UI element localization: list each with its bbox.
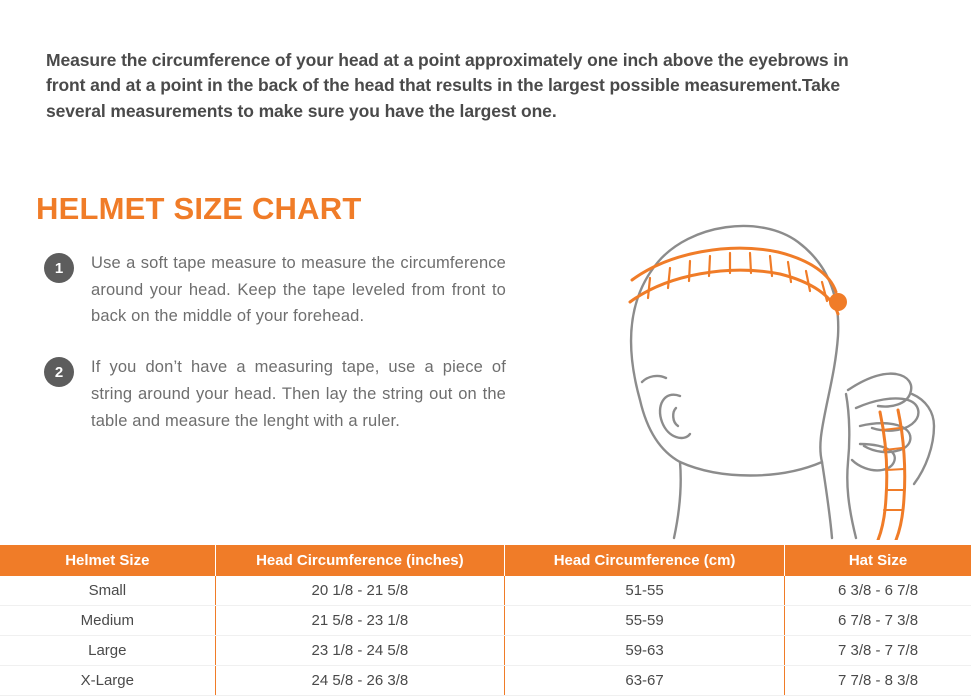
- page-title: HELMET SIZE CHART: [36, 190, 362, 226]
- table-row: [0, 666, 971, 696]
- cell-helmet-size: Medium: [0, 606, 215, 636]
- column-header-helmet-size: Helmet Size: [0, 545, 215, 576]
- table-row: [0, 636, 971, 666]
- cell-helmet-size: Small: [0, 576, 215, 606]
- cell-circumference-cm: 59-63: [505, 636, 785, 666]
- table-row: [0, 606, 971, 636]
- cell-hat-size: 6 3/8 - 6 7/8: [785, 576, 971, 606]
- cell-hat-size: 7 3/8 - 7 7/8: [785, 636, 971, 666]
- tape-end-marker: [829, 293, 847, 311]
- step-number-badge: 1: [44, 253, 74, 283]
- cell-circumference-inches: 24 5/8 - 26 3/8: [215, 666, 504, 696]
- helmet-size-table: [0, 545, 971, 696]
- intro-paragraph: Measure the circumference of your head at a point approximately one inch above the eyebrows in front and at a point in the back of the head that results in the largest possible measurement.Take several measurements to make sure you have the largest one.: [46, 49, 849, 122]
- column-header-hat-size: Hat Size: [785, 545, 971, 576]
- cell-circumference-inches: 21 5/8 - 23 1/8: [215, 606, 504, 636]
- head-measuring-tape-illustration: [530, 150, 950, 540]
- cell-circumference-cm: 55-59: [505, 606, 785, 636]
- cell-helmet-size: X-Large: [0, 666, 215, 696]
- table-row: [0, 576, 971, 606]
- step-text: If you don’t have a measuring tape, use a piece of string around your head. Then lay the string out on the table and measure the lenght with a ruler.: [91, 358, 506, 430]
- step-text: Use a soft tape measure to measure the circumference around your head. Keep the tape leveled from front to back on the middle of your forehead.: [91, 254, 506, 326]
- column-header-circumference-inches: Head Circumference (inches): [215, 545, 504, 576]
- cell-circumference-cm: 63-67: [505, 666, 785, 696]
- step-item: [36, 354, 506, 434]
- step-number-badge: 2: [44, 357, 74, 387]
- cell-circumference-inches: 20 1/8 - 21 5/8: [215, 576, 504, 606]
- cell-circumference-inches: 23 1/8 - 24 5/8: [215, 636, 504, 666]
- cell-circumference-cm: 51-55: [505, 576, 785, 606]
- cell-hat-size: 7 7/8 - 8 3/8: [785, 666, 971, 696]
- cell-helmet-size: Large: [0, 636, 215, 666]
- step-item: [36, 250, 506, 330]
- cell-hat-size: 6 7/8 - 7 3/8: [785, 606, 971, 636]
- table-header-row: [0, 545, 971, 576]
- instruction-steps: [36, 250, 506, 458]
- column-header-circumference-cm: Head Circumference (cm): [505, 545, 785, 576]
